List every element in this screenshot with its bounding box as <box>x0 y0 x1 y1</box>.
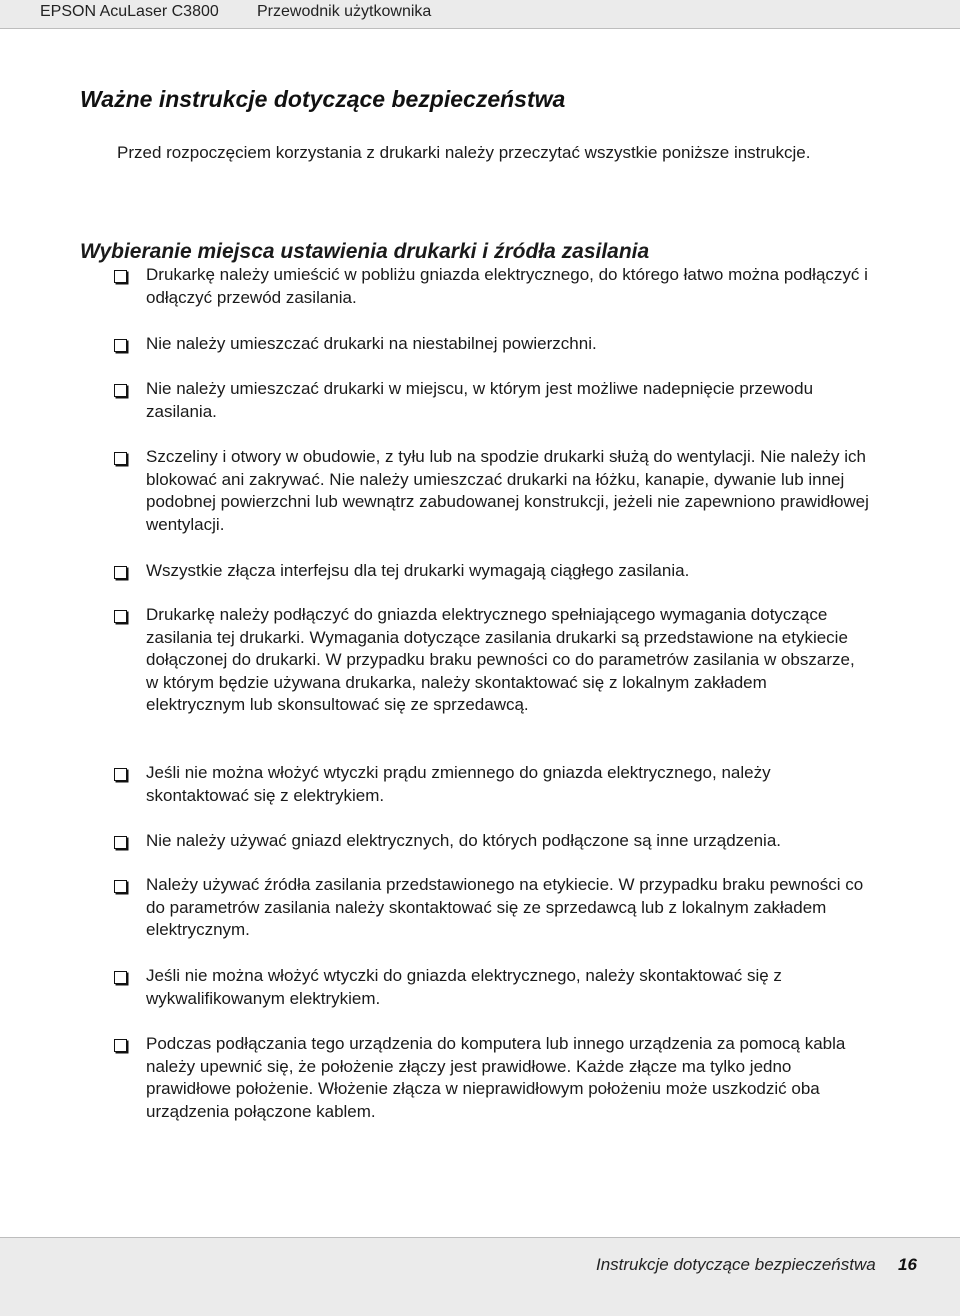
page-title: Ważne instrukcje dotyczące bezpieczeństwa <box>80 86 566 112</box>
page-header <box>0 0 960 29</box>
list-item <box>110 965 870 1010</box>
header-document-title: Przewodnik użytkownika <box>257 3 432 20</box>
list-item <box>110 874 870 942</box>
page-footer <box>0 1237 960 1316</box>
list-item-text: Nie należy umieszczać drukarki w miejscu, w którym jest możliwe nadepnięcie przewodu zasilania. <box>146 379 814 421</box>
checkbox-icon <box>114 836 127 849</box>
checkbox-icon <box>114 384 127 397</box>
list-item-text: Podczas podłączania tego urządzenia do komputera lub innego urządzenia za pomocą kabla należy upewnić się, że położenie złączy jest prawidłowe. Każde złącze ma tylko jedno prawidłowe położenie. Włożenie złącza w nieprawidłowym położeniu może uszkodzić oba urządzenia połączone kablem. <box>146 1034 846 1121</box>
section-title: Wybieranie miejsca ustawienia drukarki i źródła zasilania <box>80 240 650 263</box>
list-item <box>110 446 870 536</box>
list-item-text: Drukarkę należy podłączyć do gniazda elektrycznego spełniającego wymagania dotyczące zasilania tej drukarki. Wymagania dotyczące zasilania drukarki są przedstawione na etykiecie dołączonej do drukarki. W przypadku braku pewności co do parametrów zasilania w obszarze, w którym będzie używana drukarka, należy skontaktować się z lokalnym zakładem elektrycznym lub skonsultować się ze sprzedawcą. <box>146 605 855 714</box>
list-item-text: Wszystkie złącza interfejsu dla tej drukarki wymagają ciągłego zasilania. <box>146 561 690 580</box>
checkbox-icon <box>114 339 127 352</box>
list-item-text: Jeśli nie można włożyć wtyczki prądu zmiennego do gniazda elektrycznego, należy skontaktować się z elektrykiem. <box>146 763 771 805</box>
checkbox-icon <box>114 880 127 893</box>
checkbox-icon <box>114 452 127 465</box>
list-item <box>110 1033 870 1123</box>
list-item-text: Nie należy używać gniazd elektrycznych, do których podłączone są inne urządzenia. <box>146 831 782 850</box>
list-item-text: Jeśli nie można włożyć wtyczki do gniazda elektrycznego, należy skontaktować się z wykwalifikowanym elektrykiem. <box>146 966 782 1008</box>
list-item-text: Należy używać źródła zasilania przedstawionego na etykiecie. W przypadku braku pewności co do parametrów zasilania należy skontaktować się ze sprzedawcą lub z lokalnym zakładem elektrycznym. <box>146 875 864 939</box>
list-item <box>110 830 870 853</box>
checkbox-icon <box>114 566 127 579</box>
list-item <box>110 604 870 717</box>
checkbox-icon <box>114 1039 127 1052</box>
checkbox-icon <box>114 610 127 623</box>
checkbox-icon <box>114 971 127 984</box>
list-item-text: Drukarkę należy umieścić w pobliżu gniazda elektrycznego, do którego łatwo można podłączyć i odłączyć przewód zasilania. <box>146 265 868 307</box>
list-item-text: Nie należy umieszczać drukarki na niestabilnej powierzchni. <box>146 334 597 353</box>
list-item-text: Szczeliny i otwory w obudowie, z tyłu lub na spodzie drukarki służą do wentylacji. Nie należy ich blokować ani zakrywać. Nie należy umieszczać drukarki na łóżku, kanapie, dywanie lub innej podobnej powierzchni lub wewnątrz zabudowanej konstrukcji, jeżeli nie zapewniono prawidłowej wentylacji. <box>146 447 869 534</box>
footer-section-name: Instrukcje dotyczące bezpieczeństwa <box>596 1255 876 1274</box>
list-item <box>110 378 870 423</box>
header-product-name: EPSON AcuLaser C3800 <box>40 3 219 20</box>
checkbox-icon <box>114 270 127 283</box>
list-item <box>110 560 870 583</box>
list-item <box>110 333 870 356</box>
page-number: 16 <box>898 1255 917 1274</box>
list-item <box>110 762 870 807</box>
intro-paragraph: Przed rozpoczęciem korzystania z drukarki należy przeczytać wszystkie poniższe instrukcje. <box>117 143 811 162</box>
list-item <box>110 264 870 309</box>
checkbox-icon <box>114 768 127 781</box>
